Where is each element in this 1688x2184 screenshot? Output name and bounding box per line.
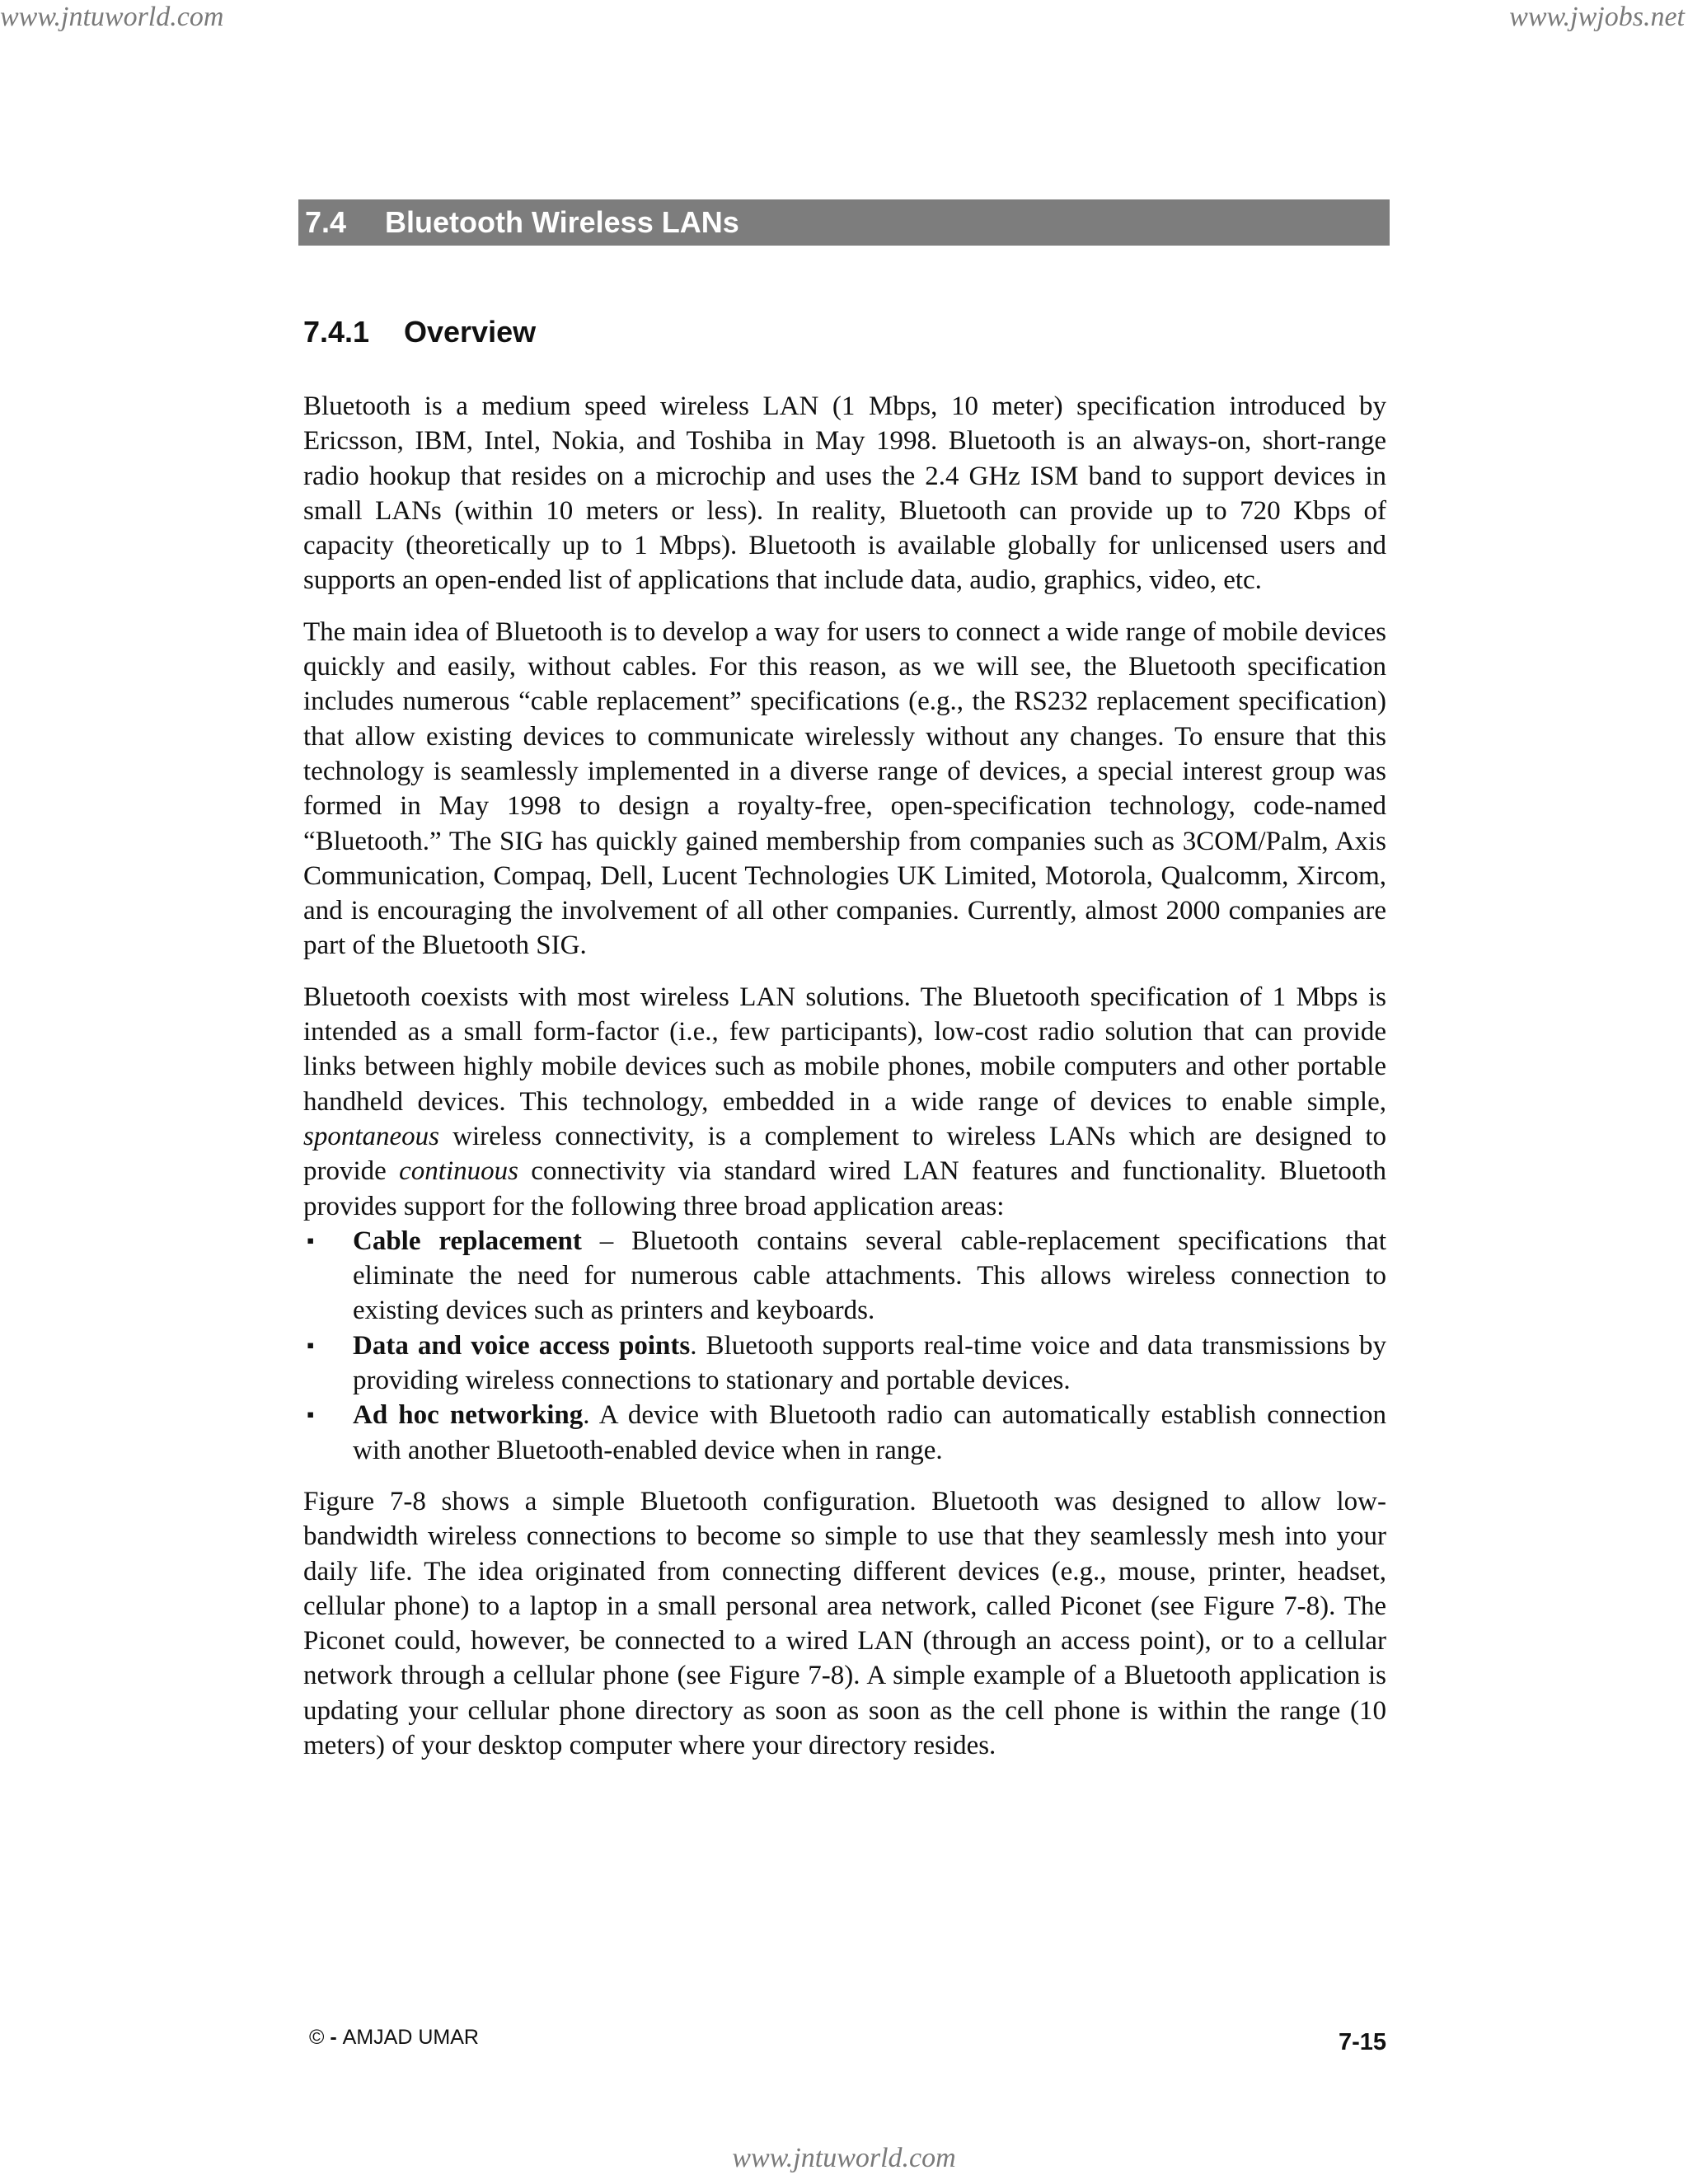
paragraph-figure-reference: Figure 7-8 shows a simple Bluetooth configuration. Bluetooth was designed to allow low-bandwidth wireless connections to become so simple to use that they seamlessly mesh into your daily life. The idea originated from connecting different devices (e.g., mouse, printer, headset, cellular phone) to a laptop in a small personal area network, called Piconet (see Figure 7-8). The Piconet could, however, be connected to a wired LAN (through an access point), or to a cellular network through a cellular phone (see Figure 7-8). A simple example of a Bluetooth application is updating your cellular phone directory as soon as soon as the cell phone is within the range (10 meters) of your desktop computer where your directory resides. — [303, 1486, 1386, 1760]
paragraph-coexistence-part-b: wireless connectivity, is a complement to wireless LANs which are designed to provide — [303, 1121, 1386, 1187]
section-title: Bluetooth Wireless LANs — [385, 205, 739, 239]
footer-copyright — [309, 2026, 479, 2050]
paragraph-intro: Bluetooth is a medium speed wireless LAN (1 Mbps, 10 meter) specification introduced by Ericsson, IBM, Intel, Nokia, and Toshiba in May 1998. Bluetooth is an always-on, short-range radio hookup that resides on a microchip and uses the 2.4 GHz ISM band to support devices in small LANs (within 10 meters or less). In reality, Bluetooth can provide up to 720 Kbps of capacity (theoretically up to 1 Mbps). Bluetooth is available globally for unlicensed users and supports an open-ended list of applications that include data, audio, graphics, video, etc. — [303, 391, 1386, 596]
footer-dash: - — [324, 2026, 343, 2049]
subsection-number: 7.4.1 — [303, 315, 370, 349]
list-item-text: . Bluetooth supports real-time voice and data transmissions by providing wireless connections to stationary and portable devices. — [353, 1330, 1386, 1396]
paragraph-coexistence-part-a: Bluetooth coexists with most wireless LAN solutions. The Bluetooth specification of 1 Mbps is intended as a small form-factor (i.e., few participants), low-cost radio solution that can provide links between highly mobile devices such as mobile phones, mobile computers and other portable handheld devices. This technology, embedded in a wide range of devices to enable simple, — [303, 982, 1386, 1117]
list-item-text: . A device with Bluetooth radio can automatically establish connection with another Bluetooth-enabled device when in range. — [353, 1400, 1386, 1465]
paragraph-coexistence-part-c: connectivity via standard wired LAN features and functionality. Bluetooth provides support for the following three broad application areas: — [303, 1156, 1386, 1221]
application-areas-list — [303, 1224, 1386, 1468]
section-heading-bar — [298, 199, 1390, 246]
list-item-term: Data and voice access points — [353, 1330, 691, 1361]
list-item — [303, 1329, 1386, 1399]
watermark-bottom: www.jntuworld.com — [732, 2143, 956, 2173]
list-item-text: – Bluetooth contains several cable-replacement specifications that eliminate the need for numerous cable attachments. This allows wireless connection to existing devices such as printers and keyboards. — [353, 1226, 1386, 1326]
subsection-title: Overview — [404, 315, 537, 349]
paragraph-coexistence — [303, 980, 1386, 1224]
section-number: 7.4 — [305, 205, 347, 239]
square-bullet-icon: ▪ — [307, 1228, 315, 1253]
list-item — [303, 1398, 1386, 1468]
list-item-term: Cable replacement — [353, 1226, 582, 1256]
subsection-heading — [303, 315, 536, 349]
body-text — [303, 389, 1386, 1779]
list-item — [303, 1224, 1386, 1329]
square-bullet-icon: ▪ — [307, 1333, 315, 1357]
square-bullet-icon: ▪ — [307, 1403, 315, 1427]
watermark-top-right: www.jwjobs.net — [1509, 2, 1685, 32]
list-item-term: Ad hoc networking — [353, 1400, 584, 1431]
emphasis-spontaneous: spontaneous — [303, 1121, 439, 1151]
page-number: 7-15 — [1338, 2029, 1386, 2055]
emphasis-continuous: continuous — [399, 1156, 518, 1187]
watermark-top-left: www.jntuworld.com — [0, 2, 224, 32]
paragraph-main-idea: The main idea of Bluetooth is to develop a way for users to connect a wide range of mobile devices quickly and easily, without cables. For this reason, as we will see, the Bluetooth specification includes numerous “cable replacement” specifications (e.g., the RS232 replacement specification) that allow existing devices to communicate wirelessly without any changes. To ensure that this technology is seamlessly implemented in a diverse range of devices, a special interest group was formed in May 1998 to design a royalty-free, open-specification technology, code-named “Bluetooth.” The SIG has quickly gained membership from companies such as 3COM/Palm, Axis Communication, Compaq, Dell, Lucent Technologies UK Limited, Motorola, Qualcomm, Xircom, and is encouraging the involvement of all other companies. Currently, almost 2000 companies are part of the Bluetooth SIG. — [303, 616, 1386, 961]
footer-author: AMJAD UMAR — [342, 2026, 479, 2049]
copyright-icon: © — [309, 2026, 325, 2049]
